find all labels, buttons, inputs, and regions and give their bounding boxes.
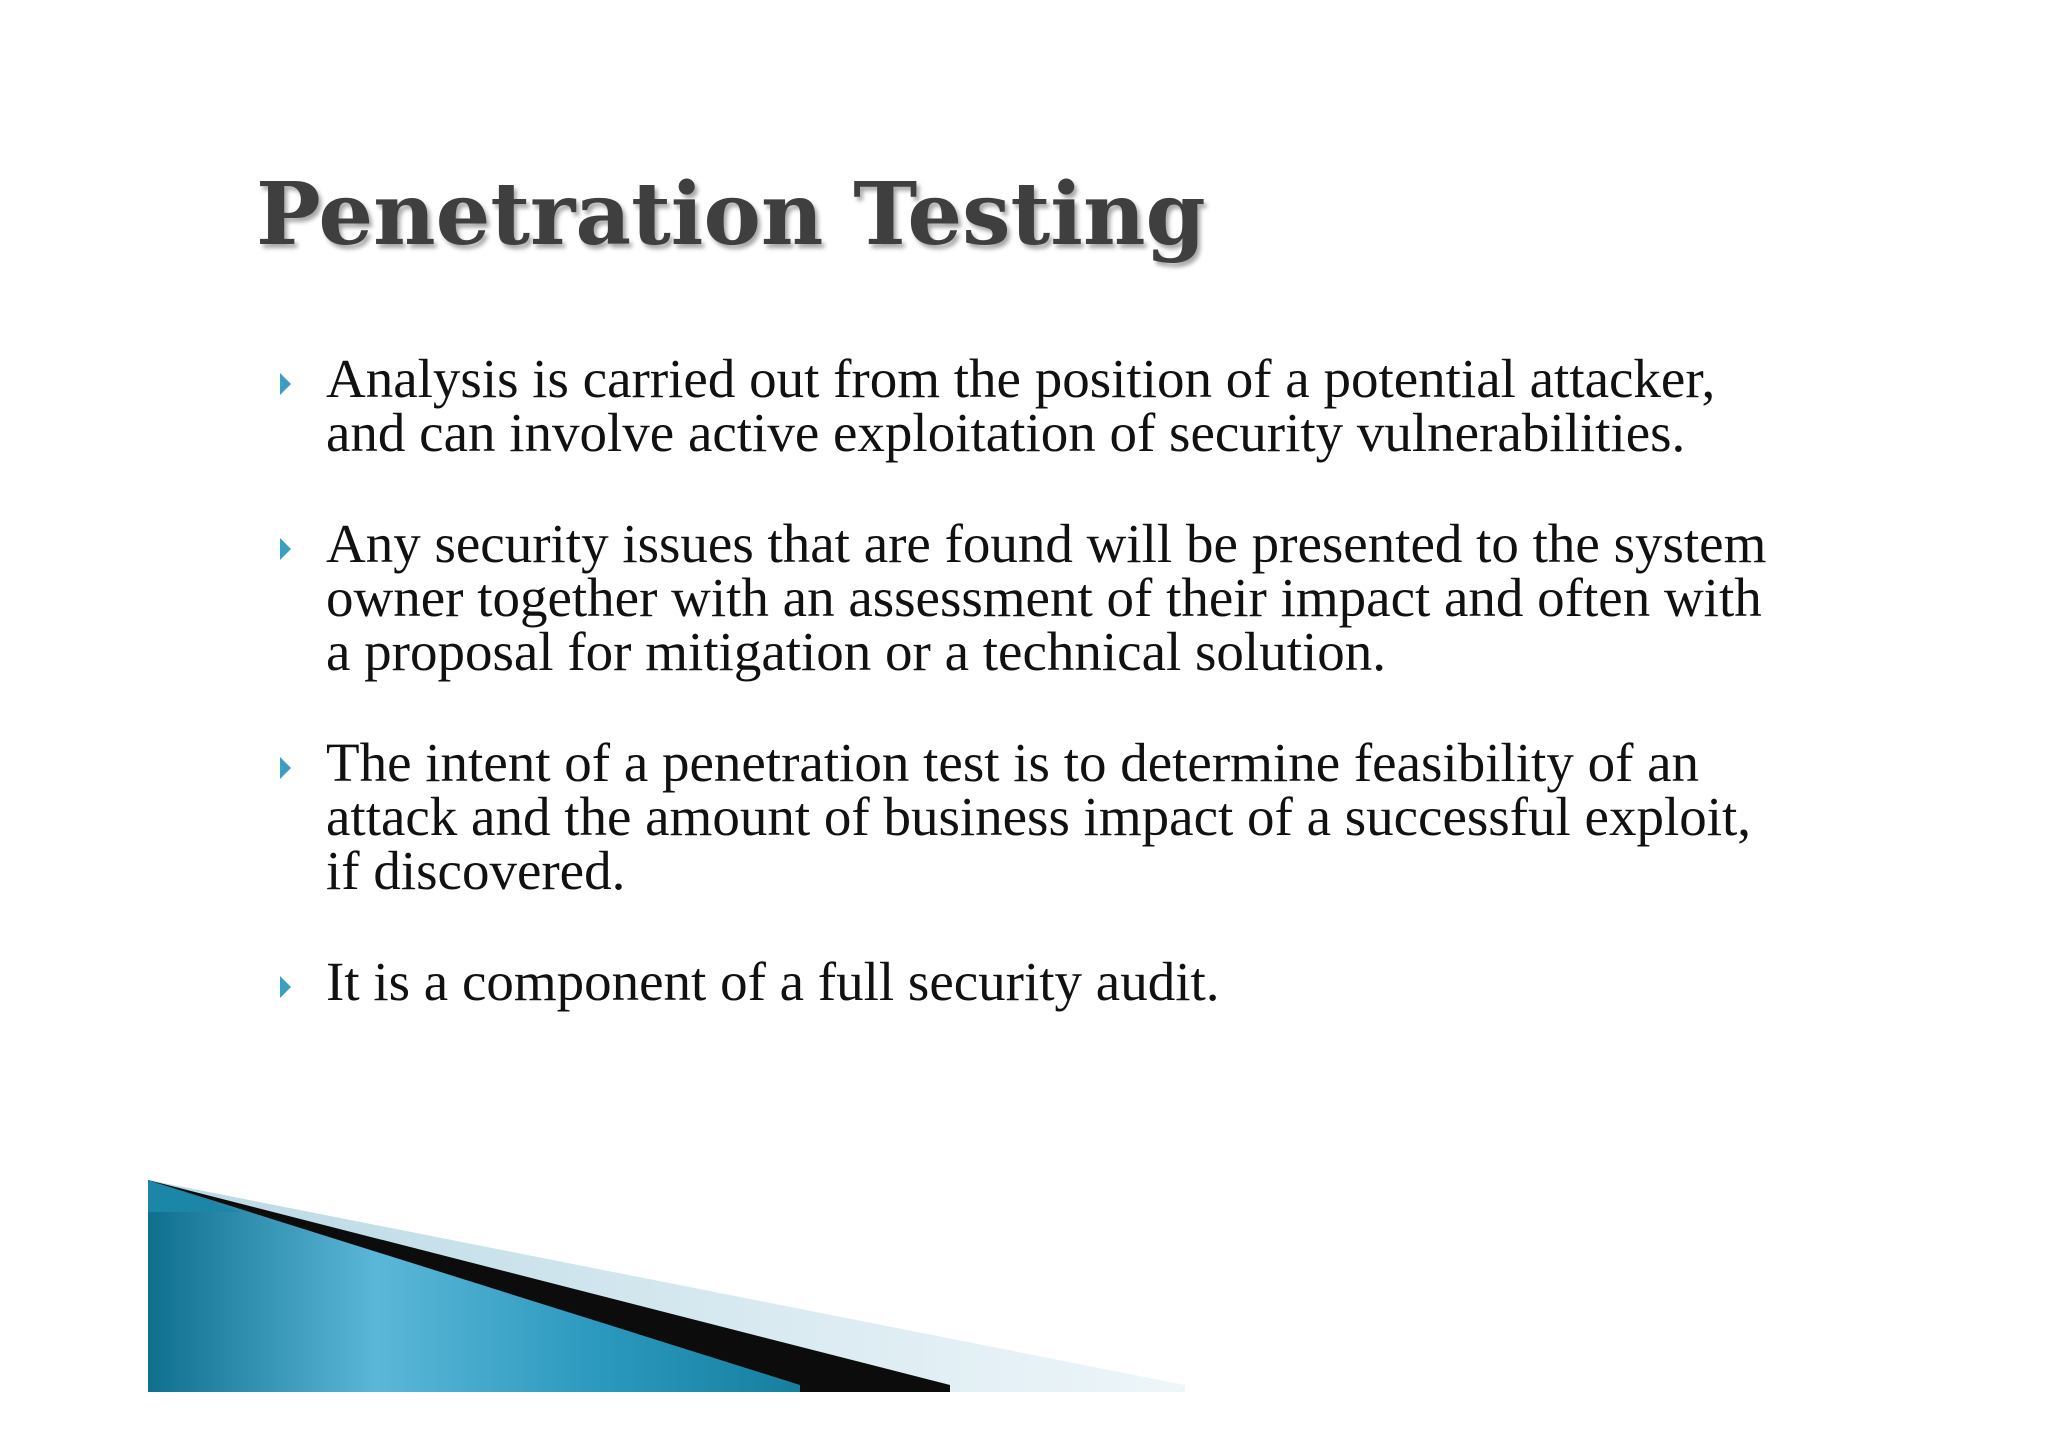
triangle-right-icon (280, 538, 291, 560)
bullet-list (276, 348, 1796, 1012)
bullet-text: Analysis is carried out from the position of a potential attacker, and can involve active exploitation of security vulnerabilities. (326, 348, 1716, 463)
bullet-item (276, 513, 1796, 682)
swoosh-teal-band (148, 1180, 800, 1392)
swoosh-teal-top (148, 1180, 240, 1212)
triangle-right-icon (280, 976, 291, 998)
bullet-text: It is a component of a full security audit. (326, 951, 1220, 1012)
slide-title: Penetration Testing (256, 164, 1206, 265)
bullet-item (276, 951, 1796, 1012)
bullet-text: Any security issues that are found will be presented to the system owner together with an assessment of their impact and often with a proposal for mitigation or a technical solution. (326, 513, 1767, 682)
swoosh-black-band (148, 1180, 950, 1392)
triangle-right-icon (280, 757, 291, 779)
bullet-text: The intent of a penetration test is to determine feasibility of an attack and the amount of business impact of a successful exploit, if discovered. (326, 732, 1752, 901)
swoosh-light-band (148, 1180, 1185, 1392)
bullet-item (276, 732, 1796, 901)
triangle-right-icon (280, 373, 291, 395)
bullet-item (276, 348, 1796, 463)
